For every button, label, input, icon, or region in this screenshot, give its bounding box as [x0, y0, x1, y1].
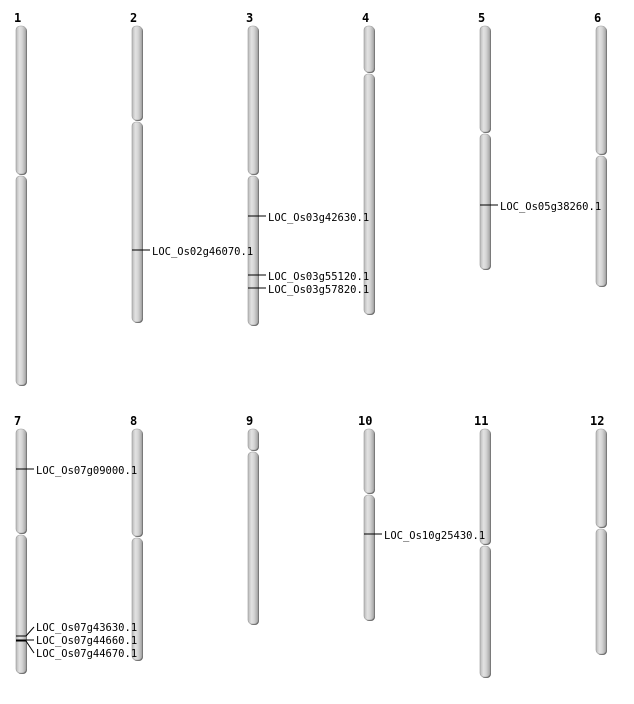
- chromosome-p-arm: [132, 26, 142, 120]
- chromosome-11: [474, 414, 491, 678]
- gene-label: LOC_Os07g09000.1: [36, 465, 138, 477]
- chromosome-number-label: 8: [130, 414, 138, 428]
- chromosome-p-arm: [596, 429, 606, 527]
- gene-label: LOC_Os10g25430.1: [384, 530, 486, 542]
- chromosome-number-label: 11: [474, 414, 489, 428]
- chromosome-6: [594, 11, 607, 287]
- chromosome-7: [14, 414, 27, 674]
- chromosome-3: [246, 11, 259, 326]
- chromosome-number-label: 1: [14, 11, 22, 25]
- gene-marker: [16, 635, 137, 647]
- chromosome-number-label: 6: [594, 11, 602, 25]
- chromosome-q-arm: [132, 122, 142, 322]
- chromosome-number-label: 9: [246, 414, 254, 428]
- chromosome-p-arm: [364, 429, 374, 493]
- gene-markers-layer: [16, 201, 601, 660]
- chromosome-q-arm: [16, 535, 26, 673]
- gene-marker: [248, 212, 369, 224]
- chromosome-q-arm: [364, 495, 374, 620]
- chromosome-p-arm: [480, 26, 490, 132]
- chromosome-number-label: 7: [14, 414, 22, 428]
- chromosome-p-arm: [16, 429, 26, 533]
- chromosome-9: [246, 414, 259, 625]
- chromosome-q-arm: [480, 134, 490, 269]
- chromosome-q-arm: [480, 546, 490, 677]
- gene-marker: [16, 622, 137, 636]
- gene-leader-line: [26, 627, 34, 636]
- chromosome-q-arm: [16, 176, 26, 385]
- gene-label: LOC_Os05g38260.1: [500, 201, 602, 213]
- chromosome-p-arm: [596, 26, 606, 154]
- gene-label: LOC_Os03g57820.1: [268, 284, 370, 296]
- chromosome-p-arm: [132, 429, 142, 536]
- chromosome-number-label: 2: [130, 11, 138, 25]
- chromosome-p-arm: [480, 429, 490, 544]
- gene-marker: [364, 530, 485, 542]
- chromosome-number-label: 10: [358, 414, 373, 428]
- chromosome-p-arm: [248, 429, 258, 450]
- gene-label: LOC_Os07g44660.1: [36, 635, 138, 647]
- gene-label: LOC_Os03g42630.1: [268, 212, 370, 224]
- gene-marker: [248, 271, 369, 283]
- chromosome-p-arm: [16, 26, 26, 174]
- chromosome-q-arm: [596, 156, 606, 286]
- gene-label: LOC_Os02g46070.1: [152, 246, 254, 258]
- chromosome-number-label: 4: [362, 11, 370, 25]
- gene-marker: [480, 201, 601, 213]
- chromosome-1: [14, 11, 27, 386]
- gene-label: LOC_Os07g43630.1: [36, 622, 138, 634]
- chromosome-2: [130, 11, 143, 323]
- chromosome-4: [362, 11, 375, 315]
- chromosome-p-arm: [248, 26, 258, 174]
- chromosome-p-arm: [364, 26, 374, 72]
- chromosome-number-label: 3: [246, 11, 254, 25]
- gene-label: LOC_Os03g55120.1: [268, 271, 370, 283]
- chromosome-12: [590, 414, 607, 655]
- chromosome-q-arm: [248, 452, 258, 624]
- gene-marker: [16, 465, 137, 477]
- chromosome-q-arm: [596, 529, 606, 654]
- chromosome-number-label: 5: [478, 11, 486, 25]
- chromosome-5: [478, 11, 491, 270]
- gene-marker: [132, 246, 253, 258]
- chromosome-10: [358, 414, 375, 621]
- chromosome-number-label: 12: [590, 414, 605, 428]
- gene-label: LOC_Os07g44670.1: [36, 648, 138, 660]
- gene-marker: [248, 284, 369, 296]
- chromosomes-layer: [14, 11, 607, 678]
- gene-leader-line: [26, 641, 34, 653]
